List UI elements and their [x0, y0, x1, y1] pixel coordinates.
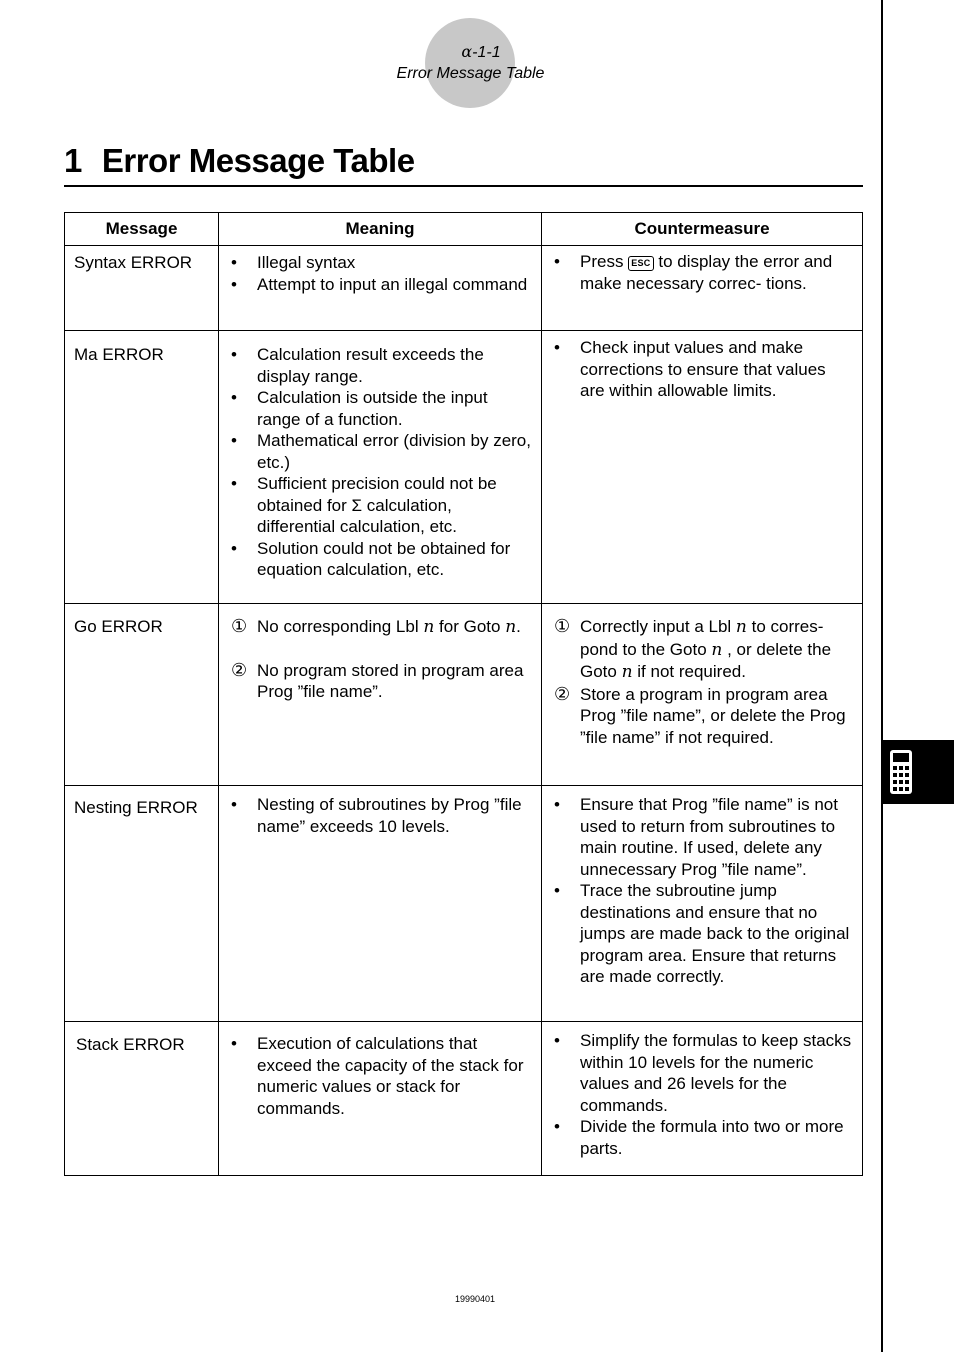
footer-code: 19990401 [454, 1294, 496, 1304]
list-item: • Calculation is outside the input range of a function. [231, 387, 533, 430]
circled-one-icon: ① [554, 616, 571, 637]
list-item: ① No corresponding Lbl n for Goto n. [231, 616, 521, 637]
header-circle [425, 18, 515, 108]
list-item: • Ensure that Prog ”file name” is not used to return from subroutines to main routine. If used, delete any unnecessary Prog ”file name”. [554, 794, 854, 880]
column-header-message: Message [65, 213, 219, 246]
calculator-icon [889, 749, 913, 795]
list-item: ② No program stored in program area Prog ”file name”. [231, 659, 524, 701]
error-name: Nesting ERROR [74, 798, 198, 817]
circled-two-icon: ② [231, 659, 248, 681]
list-item: • Calculation result exceeds the display range. [231, 344, 533, 387]
list-item: • Nesting of subroutines by Prog ”file name” exceeds 10 levels. [231, 794, 533, 837]
column-header-countermeasure: Countermeasure [542, 213, 863, 246]
table-header-row [65, 213, 863, 246]
list-item: • Trace the subroutine jump destinations and ensure that no jumps are made back to the original program area. Ensure that returns are made correctly. [554, 880, 854, 988]
page-number: α-1-1 [461, 42, 501, 61]
list-item: ① Correctly input a Lbl n to corres- pond to the Goto n , or delete the Goto n if not required. [554, 616, 832, 682]
list-item: • Divide the formula into two or more parts. [554, 1116, 854, 1159]
list-item: • Attempt to input an illegal command [231, 274, 533, 296]
list-item: • Check input values and make corrections to ensure that values are within allowable limits. [554, 337, 854, 402]
table-row [65, 246, 863, 331]
list-item: • Solution could not be obtained for equation calculation, etc. [231, 538, 533, 581]
chapter-tab [883, 740, 954, 804]
table-row [65, 331, 863, 604]
list-item: • Illegal syntax [231, 252, 533, 274]
esc-key-icon: ESC [628, 256, 653, 271]
list-item: ② Store a program in program area Prog ”file name”, or delete the Prog ”file name” if not required. [554, 683, 846, 747]
error-name: Ma ERROR [74, 345, 164, 364]
table-row [65, 786, 863, 1022]
title-underline [64, 185, 863, 187]
list-item: • Execution of calculations that exceed the capacity of the stack for numeric values or stack for commands. [231, 1033, 533, 1119]
list-item: • Simplify the formulas to keep stacks within 10 levels for the numeric values and 26 levels for the commands. [554, 1030, 854, 1116]
error-name: Go ERROR [74, 617, 163, 636]
column-header-meaning: Meaning [219, 213, 542, 246]
list-item: • Press ESC to display the error and make necessary correc- tions. [554, 251, 854, 294]
list-item: • Sufficient precision could not be obtained for Σ calculation, differential calculation, etc. [231, 473, 533, 538]
table-row [65, 604, 863, 786]
error-message-table [64, 212, 863, 1176]
page-title: 1 Error Message Table [64, 142, 415, 179]
error-name: Stack ERROR [76, 1035, 185, 1054]
right-margin-rule [881, 0, 883, 1352]
error-name: Syntax ERROR [74, 253, 193, 272]
running-title: Error Message Table [396, 65, 545, 82]
list-item: • Mathematical error (division by zero, etc.) [231, 430, 533, 473]
circled-one-icon: ① [231, 616, 248, 637]
circled-two-icon: ② [554, 683, 571, 705]
table-row [65, 1022, 863, 1176]
